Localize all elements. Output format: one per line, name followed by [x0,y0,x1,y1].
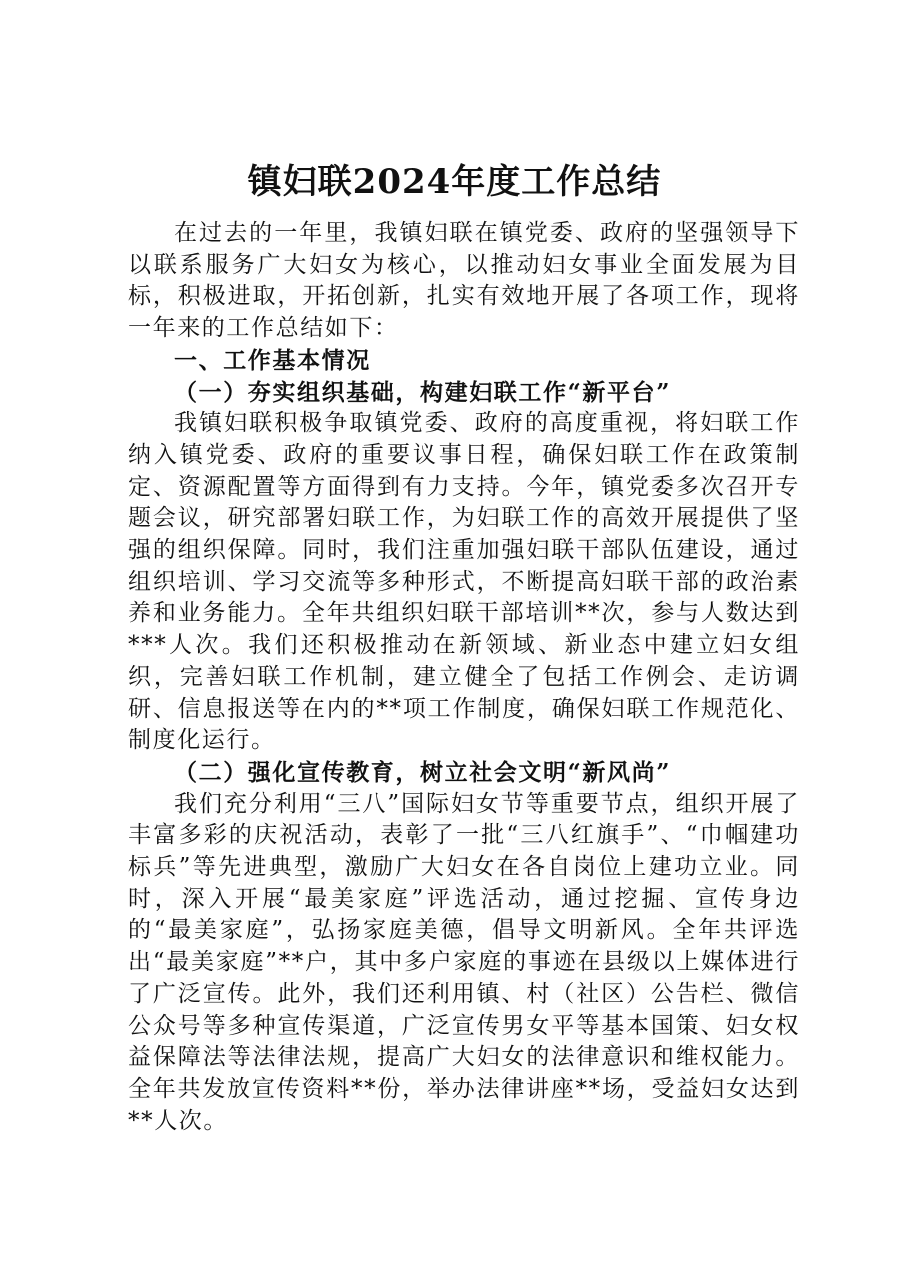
publicity-paragraph: 我们充分利用“三八”国际妇女节等重要节点，组织开展了丰富多彩的庆祝活动，表彰了一批“三八红旗手”、“巾帼建功标兵”等先进典型，激励广大妇女在各自岗位上建功立业。同时，深入开展“最美家庭”评选活动，通过挖掘、宣传身边的“最美家庭”，弘扬家庭美德，倡导文明新风。全年共评选出“最美家庭”**户，其中多户家庭的事迹在县级以上媒体进行了广泛宣传。此外，我们还利用镇、村（社区）公告栏、微信公众号等多种宣传渠道，广泛宣传男女平等基本国策、妇女权益保障法等法律法规，提高广大妇女的法律意识和维权能力。全年共发放宣传资料**份，举办法律讲座**场，受益妇女达到**人次。 [128,790,800,1134]
document-body [128,218,800,1137]
organization-paragraph: 我镇妇联积极争取镇党委、政府的高度重视，将妇联工作纳入镇党委、政府的重要议事日程，确保妇联工作在政策制定、资源配置等方面得到有力支持。今年，镇党委多次召开专题会议，研究部署妇联工作，为妇联工作的高效开展提供了坚强的组织保障。同时，我们注重加强妇联干部队伍建设，通过组织培训、学习交流等多种形式，不断提高妇联干部的政治素养和业务能力。全年共组织妇联干部培训**次，参与人数达到***人次。我们还积极推动在新领域、新业态中建立妇女组织，完善妇联工作机制，建立健全了包括工作例会、走访调研、信息报送等在内的**项工作制度，确保妇联工作规范化、制度化运行。 [128,410,800,754]
document-title: 镇妇联2024年度工作总结 [247,162,662,202]
intro-paragraph: 在过去的一年里，我镇妇联在镇党委、政府的坚强领导下以联系服务广大妇女为核心，以推动妇女事业全面发展为目标，积极进取，开拓创新，扎实有效地开展了各项工作，现将一年来的工作总结如下： [128,220,800,342]
section-heading-basic-situation: 一、工作基本情况 [174,346,371,374]
subsection-heading-organization: （一）夯实组织基础，构建妇联工作“新平台” [174,378,672,406]
subsection-heading-publicity: （二）强化宣传教育，树立社会文明“新风尚” [174,758,672,786]
